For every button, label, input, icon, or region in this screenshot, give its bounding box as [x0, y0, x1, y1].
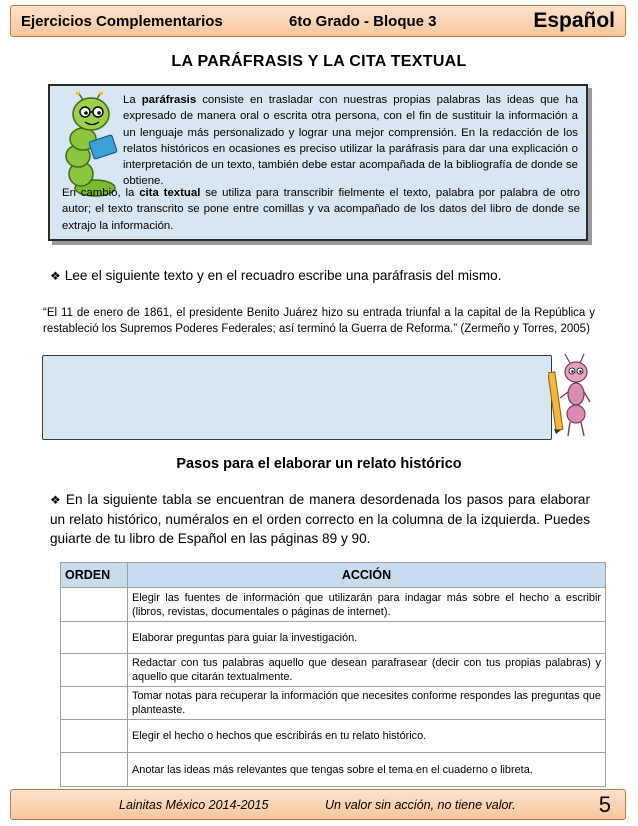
ant-with-pencil-icon [548, 352, 594, 440]
table-header-row [61, 563, 606, 588]
table-row [61, 720, 606, 753]
action-cell: Anotar las ideas más relevantes que tengas sobre el tema en el cuaderno o libreta. [128, 753, 606, 787]
table-row [61, 622, 606, 654]
action-cell: Elegir el hecho o hechos que escribirás en tu relato histórico. [128, 720, 606, 753]
diamond-bullet-icon: ❖ [50, 493, 62, 507]
header-subject-series: Ejercicios Complementarios [21, 13, 223, 30]
textual-quote-definition: En cambio, la cita textual se utiliza para transcribir fielmente el texto, palabra por palabra de otro autor; el texto transcrito se pone entre comillas y va acompañado de los datos del libro de donde se extrajo la información. [62, 187, 580, 232]
order-input-cell[interactable] [61, 622, 128, 654]
instruction-ordering: ❖ En la siguiente tabla se encuentran de manera desordenada los pasos para elaborar un relato histórico, numéralos en el orden correcto en la columna de la izquierda. Puedes guiarte de tu libro de Español en las páginas 89 y 90. [50, 492, 590, 546]
table-row [61, 687, 606, 720]
order-input-cell[interactable] [61, 588, 128, 622]
footer-credit: Lainitas México 2014-2015 [119, 798, 269, 812]
caterpillar-reading-icon [63, 92, 121, 198]
page-footer [10, 789, 626, 820]
header-subject: Español [533, 9, 615, 32]
section-subtitle: Pasos para el elaborar un relato histórico [176, 456, 462, 472]
order-input-cell[interactable] [61, 720, 128, 753]
action-cell: Elegir las fuentes de información que utilizarán para indagar más sobre el hecho a escribir (libros, revistas, documentales o páginas de internet). [128, 588, 606, 622]
paraphrase-answer-box[interactable] [42, 355, 552, 440]
table-row [61, 753, 606, 787]
action-cell: Elaborar preguntas para guiar la investigación. [128, 622, 606, 654]
page-header [10, 5, 626, 37]
column-header-order: ORDEN [61, 563, 128, 588]
action-cell: Redactar con tus palabras aquello que desean parafrasear (decir con tus propias palabras) y aquello que citarán textualmente. [128, 654, 606, 687]
order-input-cell[interactable] [61, 753, 128, 787]
order-input-cell[interactable] [61, 654, 128, 687]
order-input-cell[interactable] [61, 687, 128, 720]
page-number: 5 [598, 792, 611, 817]
footer-motto: Un valor sin acción, no tiene valor. [325, 798, 516, 812]
steps-table [60, 562, 606, 787]
action-cell: Tomar notas para recuperar la información que necesites conforme respondes las preguntas que planteaste. [128, 687, 606, 720]
paraphrase-definition: La paráfrasis consiste en trasladar con nuestras propias palabras las ideas que ha expresado de manera oral o escrita otra persona, con el fin de sustituir la información a un lenguaje más personalizado y lograr una mejor comprensión. En la redacción de los relatos históricos en ocasiones es preciso utilizar la paráfrasis para dar una explicación o interpretación de un texto, también debe estar acompañada de la bibliografía de donde se obtiene. [123, 94, 578, 188]
instruction-paraphrase: ❖ Lee el siguiente texto y en el recuadro escribe una paráfrasis del mismo. [50, 268, 502, 283]
table-row [61, 588, 606, 622]
table-row [61, 654, 606, 687]
historical-quote: “El 11 de enero de 1861, el presidente Benito Juárez hizo su entrada triunfal a la capital de la República y restableció los Supremos Poderes Federales; así terminó la Guerra de Reforma.” (Zermeño y Torres, 2005) [43, 307, 595, 336]
definition-box [48, 84, 588, 241]
diamond-bullet-icon: ❖ [50, 269, 61, 283]
page-title: LA PARÁFRASIS Y LA CITA TEXTUAL [171, 53, 467, 70]
column-header-action: ACCIÓN [128, 563, 606, 588]
header-grade: 6to Grado - Bloque 3 [289, 13, 437, 30]
